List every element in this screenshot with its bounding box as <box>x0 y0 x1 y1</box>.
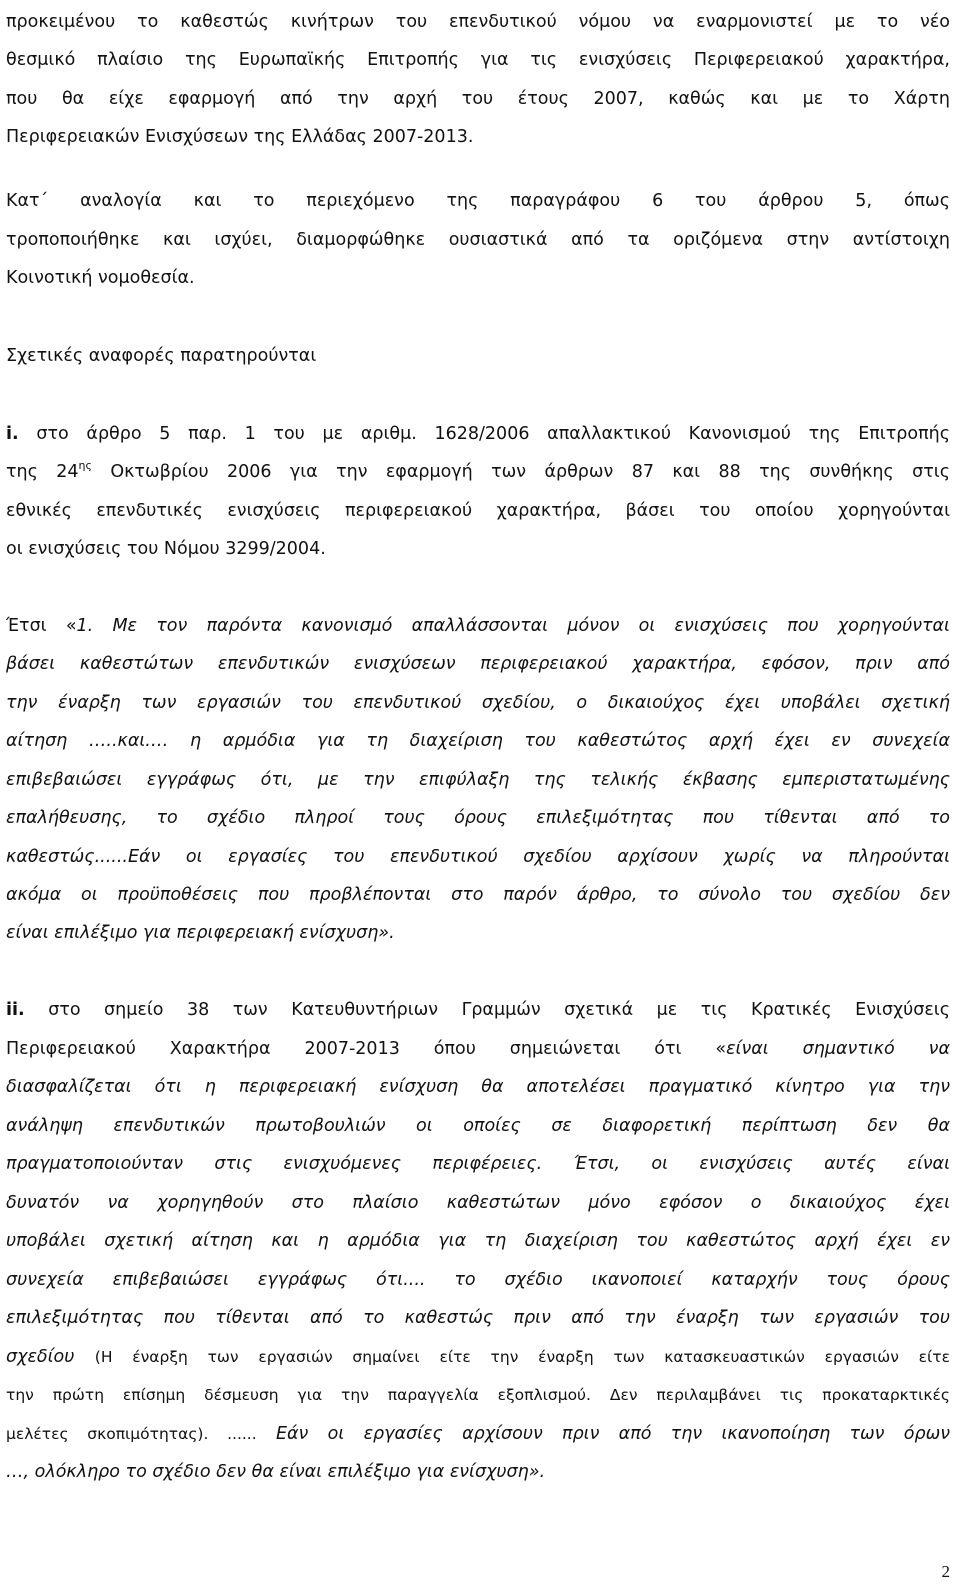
list-item-i-line: της $24^{\eta\varsigma}$ Οκτωβρίου 2006 για την εφαρμογή των άρθρων 87 και 88 της συνθήκης στις <box>6 459 950 482</box>
quote-line: επιλεξιμότητας που τίθενται από το καθεστώς πριν από την έναρξη των εργασιών του <box>6 1308 950 1328</box>
section-heading: Σχετικές αναφορές παρατηρούνται <box>6 346 317 366</box>
quote-line: Έτσι «1. Με τον παρόντα κανονισμό απαλλάσσονται μόνον οι ενισχύσεις που χορηγούνται <box>6 616 950 636</box>
paragraph-line: Κατ΄ αναλογία και το περιεχόμενο της παραγράφου 6 του άρθρου 5, όπως <box>6 191 950 211</box>
quote-line: ακόμα οι προϋποθέσεις που προβλέπονται στο παρόν άρθρο, το σύνολο του σχεδίου δεν <box>6 885 950 905</box>
quote-line: επιβεβαιώσει εγγράφως ότι, με την επιφύλαξη της τελικής έκβασης εμπεριστατωμένης <box>6 770 950 790</box>
quote-line: σχεδίου (Η έναρξη των εργασιών σημαίνει είτε την έναρξη των κατασκευαστικών εργασιών είτε <box>6 1347 950 1367</box>
quote-line: δυνατόν να χορηγηθούν στο πλαίσιο καθεστώτων μόνο εφόσον ο δικαιούχος έχει <box>6 1193 950 1213</box>
paragraph-line: Περιφερειακών Ενισχύσεων της Ελλάδας 2007-2013. <box>6 127 474 147</box>
list-marker: ii. <box>6 1000 25 1020</box>
quote-line: συνεχεία επιβεβαιώσει εγγράφως ότι.... το σχέδιο ικανοποιεί καταρχήν τους όρους <box>6 1270 950 1290</box>
list-item-i-line: οι ενισχύσεις του Νόμου 3299/2004. <box>6 539 326 559</box>
quote-line: επαλήθευσης, το σχέδιο πληροί τους όρους επιλεξιμότητας που τίθενται από το <box>6 808 950 828</box>
list-item-ii-line: ii. στο σημείο 38 των Κατευθυντήριων Γραμμών σχετικά με τις Κρατικές Ενισχύσεις <box>6 1000 950 1020</box>
paragraph-line: θεσμικό πλαίσιο της Ευρωπαϊκής Επιτροπής για τις ενισχύσεις Περιφερειακού χαρακτήρα, <box>6 50 950 70</box>
page-number: 2 <box>941 1562 950 1581</box>
parenthetical-line: την πρώτη επίσημη δέσμευση για την παραγγελία εξοπλισμού. Δεν περιλαμβάνει τις προκαταρκτικές <box>6 1386 950 1404</box>
quote-line: βάσει καθεστώτων επενδυτικών ενισχύσεων περιφερειακού χαρακτήρα, εφόσον, πριν από <box>6 654 950 674</box>
list-item-ii-line: Περιφερειακού Χαρακτήρα 2007-2013 όπου σημειώνεται ότι «είναι σημαντικό να <box>6 1039 950 1059</box>
paragraph-line: προκειμένου το καθεστώς κινήτρων του επενδυτικού νόμου να εναρμονιστεί με το νέο <box>6 12 950 32</box>
quote-line: την έναρξη των εργασιών του επενδυτικού σχεδίου, ο δικαιούχος έχει υποβάλει σχετική <box>6 693 950 713</box>
quote-line: ανάληψη επενδυτικών πρωτοβουλιών οι οποίες σε διαφορετική περίπτωση δεν θα <box>6 1116 950 1136</box>
quote-line: αίτηση …..και.… η αρμόδια για τη διαχείριση του καθεστώτος αρχή έχει εν συνεχεία <box>6 731 950 751</box>
paragraph-line: Κοινοτική νομοθεσία. <box>6 268 195 288</box>
list-marker: i. <box>6 424 19 444</box>
quote-line: είναι επιλέξιμο για περιφερειακή ενίσχυση». <box>6 923 395 943</box>
quote-line: πραγματοποιούνταν στις ενισχυόμενες περιφέρειες. Έτσι, οι ενισχύσεις αυτές είναι <box>6 1154 950 1174</box>
quote-line: διασφαλίζεται ότι η περιφερειακή ενίσχυση θα αποτελέσει πραγματικό κίνητρο για την <box>6 1077 950 1097</box>
paragraph-line: τροποποιήθηκε και ισχύει, διαμορφώθηκε ουσιαστικά από τα οριζόμενα στην αντίστοιχη <box>6 230 950 250</box>
quote-line: μελέτες σκοπιμότητας). ...... Εάν οι εργασίες αρχίσουν πριν από την ικανοποίηση των όρων <box>6 1424 951 1444</box>
list-item-i-line: εθνικές επενδυτικές ενισχύσεις περιφερειακού χαρακτήρα, βάσει του οποίου χορηγούνται <box>6 501 950 521</box>
quote-line: …, ολόκληρο το σχέδιο δεν θα είναι επιλέξιμο για ενίσχυση». <box>6 1462 546 1482</box>
quote-line: καθεστώς......Εάν οι εργασίες του επενδυτικού σχεδίου αρχίσουν χωρίς να πληρούνται <box>6 847 950 867</box>
paragraph-line: που θα είχε εφαρμογή από την αρχή του έτους 2007, καθώς και με το Χάρτη <box>6 89 950 109</box>
list-item-i-line: i. στο άρθρο 5 παρ. 1 του με αριθμ. 1628/2006 απαλλακτικού Κανονισμού της Επιτροπής <box>6 424 950 444</box>
quote-line: υποβάλει σχετική αίτηση και η αρμόδια για τη διαχείριση του καθεστώτος αρχή έχει εν <box>6 1231 950 1251</box>
